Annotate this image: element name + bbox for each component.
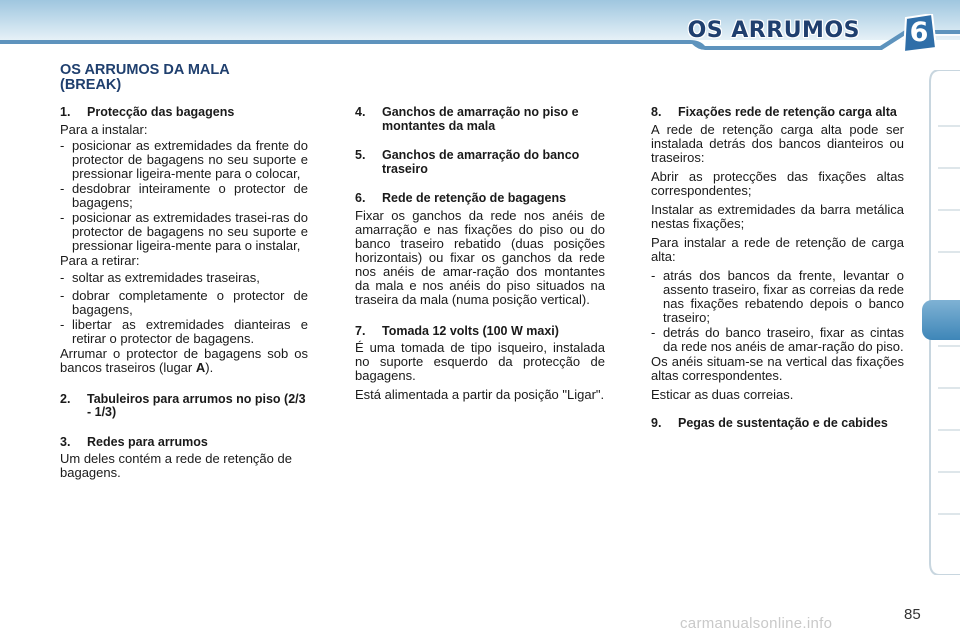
paragraph: Está alimentada a partir da posição "Ligar". (355, 387, 605, 402)
heading-8: 8. Fixações rede de retenção carga alta (651, 105, 897, 119)
list-item: - posicionar as extremidades da frente do protector de bagagens no seu suporte e pressionar ligeira-mente para o colocar, (60, 137, 308, 181)
column-3 (651, 106, 904, 433)
paragraph: Abrir as protecções das fixações altas correspondentes; (651, 168, 904, 198)
paragraph: Fixar os ganchos da rede nos anéis de amarração e nas fixações do piso ou do banco traseiro rebatido (duas posições horizontais) ou fixar os ganchos da rede nos anéis de amar-ração dos montantes da mala e nos anéis do piso situados na traseira da mala (numa posição vertical). (355, 207, 605, 307)
heading-4: 4. Ganchos de amarração no piso e montantes da mala (355, 105, 579, 133)
page-number: 85 (904, 606, 921, 623)
active-chapter-tab[interactable] (922, 300, 960, 340)
paragraph: Um deles contém a rede de retenção de bagagens. (60, 451, 292, 480)
paragraph: É uma tomada de tipo isqueiro, instalada no suporte esquerdo da protecção de bagagens. (355, 340, 605, 383)
chapter-title: OS ARRUMOS (687, 18, 860, 43)
list-item: - dobrar completamente o protector de bagagens, (60, 287, 308, 317)
paragraph: Instalar as extremidades da barra metálica nestas fixações; (651, 201, 904, 231)
list-item: - detrás do banco traseiro, fixar as cintas da rede nos anéis de amar-ração do piso. (651, 324, 904, 354)
list-item: - desdobrar inteiramente o protector de bagagens; (60, 180, 308, 210)
watermark: carmanualsonline.info (680, 615, 833, 632)
paragraph: Os anéis situam-se na vertical das fixações altas correspondentes. (651, 353, 904, 383)
list-item: - atrás dos bancos da frente, levantar o assento traseiro, fixar as correias da rede nas fixações rebatendo depois o banco traseiro; (651, 267, 904, 325)
heading-2: 2. Tabuleiros para arrumos no piso (2/3 - 1/3) (60, 391, 306, 419)
paragraph: Arrumar o protector de bagagens sob os bancos traseiros (lugar A). (60, 345, 308, 375)
heading-7: 7. Tomada 12 volts (100 W maxi) (355, 323, 559, 338)
paragraph: Esticar as duas correias. (651, 386, 794, 402)
column-1 (60, 106, 308, 485)
chapter-number: 6 (909, 17, 929, 48)
heading-6: 6. Rede de retenção de bagagens (355, 191, 567, 205)
list-item: - posicionar as extremidades trasei-ras do protector de bagagens no seu suporte e pressionar ligeira-mente para o instalar, (60, 209, 308, 253)
section-title: OS ARRUMOS DA MALA (BREAK) (60, 62, 230, 93)
list-item: - soltar as extremidades traseiras, (60, 269, 260, 285)
paragraph: A rede de retenção carga alta pode ser instalada detrás dos bancos dianteiros ou traseiros: (651, 121, 904, 165)
paragraph: Para a instalar: (60, 121, 148, 137)
column-2 (355, 106, 605, 407)
paragraph: Para a retirar: (60, 252, 140, 268)
paragraph: Para instalar a rede de retenção de carga alta: (651, 234, 904, 264)
heading-9: 9. Pegas de sustentação e de cabides (651, 415, 888, 430)
heading-1: 1. Protecção das bagagens (60, 105, 235, 119)
list-item: - libertar as extremidades dianteiras e retirar o protector de bagagens. (60, 316, 308, 346)
heading-5: 5. Ganchos de amarração do banco traseiro (355, 148, 580, 176)
heading-3: 3. Redes para arrumos (60, 434, 208, 449)
